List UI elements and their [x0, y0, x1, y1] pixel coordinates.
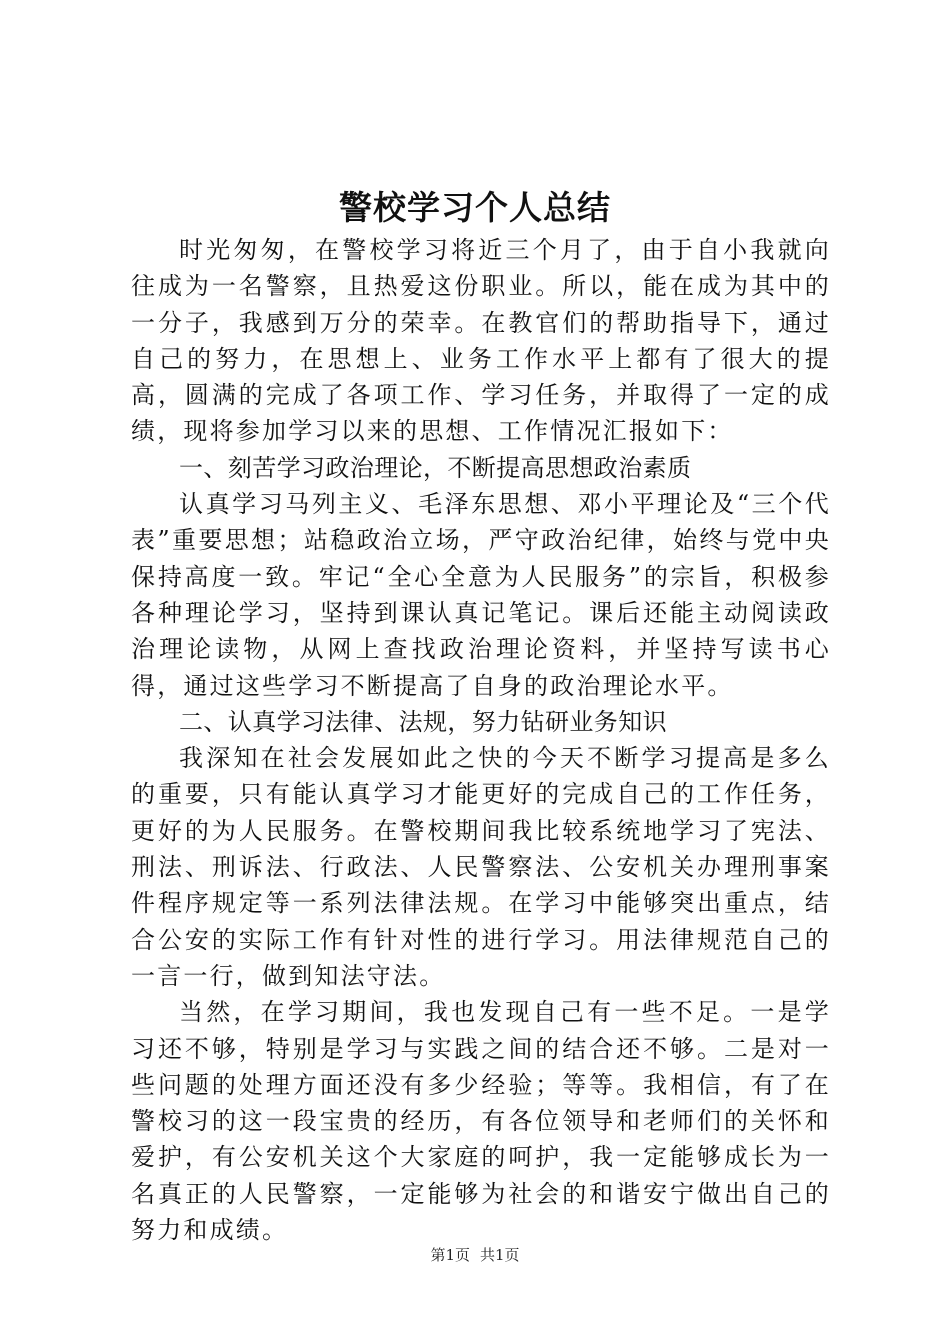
page-total: 共1页	[480, 1246, 520, 1264]
page-number: 第1页	[430, 1246, 470, 1264]
intro-paragraph: 时光匆匆，在警校学习将近三个月了，由于自小我就向往成为一名警察，且热爱这份职业。所以，能在成为其中的一分子，我感到万分的荣幸。在教官们的帮助指导下，通过自己的努力，在思想上、业务工作水平上都有了很大的提高，圆满的完成了各项工作、学习任务，并取得了一定的成绩，现将参加学习以来的思想、工作情况汇报如下：	[131, 236, 831, 446]
section-1-paragraph: 认真学习马列主义、毛泽东思想、邓小平理论及“三个代表”重要思想；站稳政治立场，严守政治纪律，始终与党中央保持高度一致。牢记“全心全意为人民服务”的宗旨，积极参各种理论学习，坚持到课认真记笔记。课后还能主动阅读政治理论读物，从网上查找政治理论资料，并坚持写读书心得，通过这些学习不断提高了自身的政治理论水平。	[131, 490, 831, 700]
conclusion-paragraph: 当然，在学习期间，我也发现自己有一些不足。一是学习还不够，特别是学习与实践之间的结合还不够。二是对一些问题的处理方面还没有多少经验；等等。我相信，有了在警校习的这一段宝贵的经历，有各位领导和老师们的关怀和爱护，有公安机关这个大家庭的呵护，我一定能够成长为一名真正的人民警察，一定能够为社会的和谐安宁做出自己的努力和成绩。	[131, 998, 831, 1245]
section-2-paragraph: 我深知在社会发展如此之快的今天不断学习提高是多么的重要，只有能认真学习才能更好的完成自己的工作任务，更好的为人民服务。在警校期间我比较系统地学习了宪法、刑法、刑诉法、行政法、人民警察法、公安机关办理刑事案件程序规定等一系列法律法规。在学习中能够突出重点，结合公安的实际工作有针对性的进行学习。用法律规范自己的一言一行，做到知法守法。	[131, 744, 831, 990]
section-heading-1: 一、刻苦学习政治理论，不断提高思想政治素质	[179, 453, 692, 482]
document-body	[131, 232, 831, 1248]
section-heading-2: 二、认真学习法律、法规，努力钻研业务知识	[179, 707, 667, 736]
page-footer	[0, 1245, 950, 1265]
document-title: 警校学习个人总结	[339, 188, 611, 227]
